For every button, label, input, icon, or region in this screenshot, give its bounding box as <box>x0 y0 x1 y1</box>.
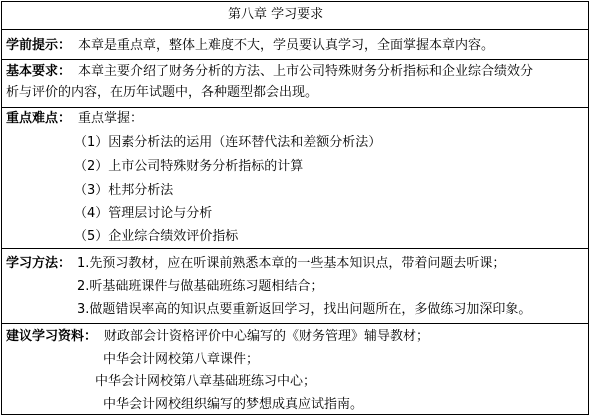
basic-text-line-1: 本章主要介绍了财务分析的方法、上市公司特殊财务分析指标和企业综合绩效分 <box>78 64 534 79</box>
row-divider <box>2 29 588 30</box>
row-divider <box>2 107 588 108</box>
intro-label: 学前提示： <box>6 38 72 53</box>
chapter-title: 第八章 学习要求 <box>228 7 324 22</box>
row-divider <box>2 59 588 60</box>
material-item: 财政部会计资格评价中心编写的《财务管理》辅导教材； <box>104 329 430 344</box>
requirements-table <box>1 1 589 415</box>
key-point-item: （2）上市公司特殊财务分析指标的计算 <box>74 159 304 174</box>
key-point-item: （1）因素分析法的运用（连环替代法和差额分析法） <box>74 135 382 150</box>
row-divider <box>2 248 588 249</box>
row-divider <box>2 323 588 324</box>
key-point-item: （4）管理层讨论与分析 <box>74 206 213 221</box>
basic-label: 基本要求： <box>6 64 72 79</box>
basic-text-line-2: 析与评价的内容，在历年试题中，各种题型都会出现。 <box>6 85 319 100</box>
method-label: 学习方法： <box>6 256 72 271</box>
material-item: 中华会计网校组织编写的梦想成真应试指南。 <box>103 397 364 412</box>
intro-text: 本章是重点章，整体上难度不大，学员要认真学习，全面掌握本章内容。 <box>78 38 495 53</box>
method-item: 2.听基础班课件与做基础班练习题相结合； <box>77 279 324 294</box>
key-point-item: （5）企业综合绩效评价指标 <box>74 229 239 244</box>
materials-label: 建议学习资料： <box>6 329 98 344</box>
method-item: 3.做题错误率高的知识点要重新返回学习，找出问题所在，多做练习加深印象。 <box>77 302 532 317</box>
material-item: 中华会计网校第八章课件； <box>103 352 260 367</box>
method-item: 1.先预习教材，应在听课前熟悉本章的一些基本知识点，带着问题去听课； <box>77 256 506 271</box>
key-points-label: 重点难点： <box>6 111 72 126</box>
key-points-lead: 重点掌握： <box>78 111 144 126</box>
material-item: 中华会计网校第八章基础班练习中心； <box>95 374 317 389</box>
key-point-item: （3）杜邦分析法 <box>74 183 174 198</box>
